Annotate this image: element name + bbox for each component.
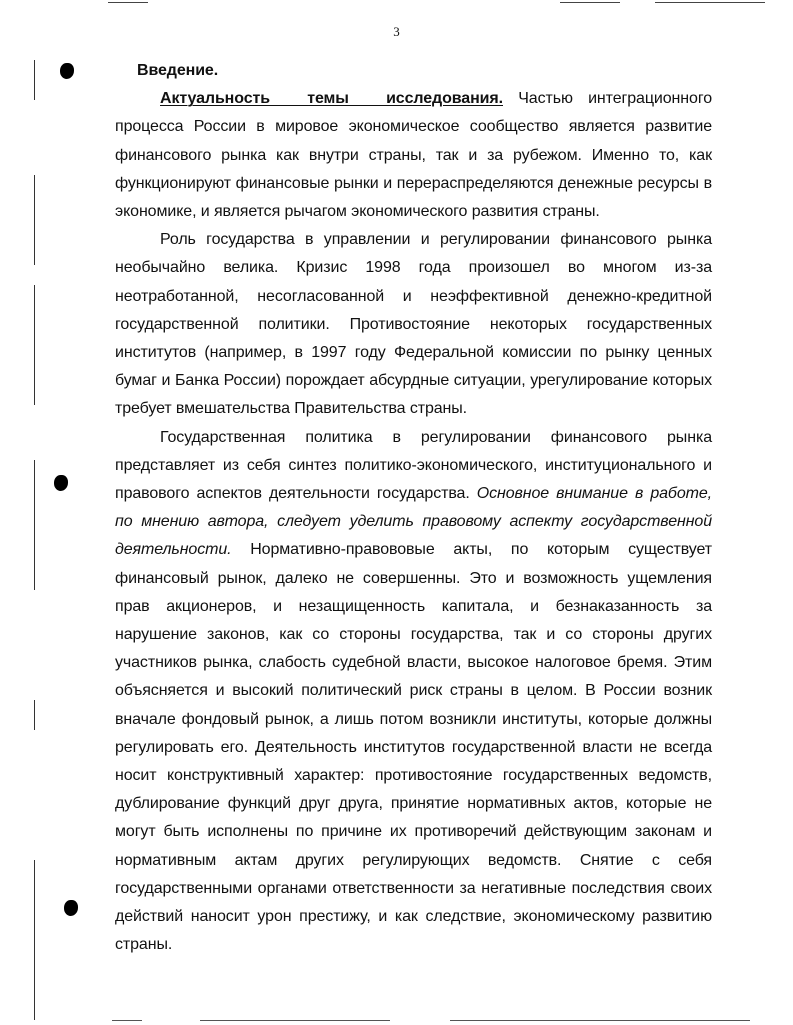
punch-hole-icon bbox=[64, 900, 78, 916]
scan-left-edge bbox=[34, 460, 35, 590]
paragraph-text: Частью интеграционного процесса России в мировое экономическое сообщество является развитие финансового рынка как внутри страны, так и за рубежом. Именно то, как функционируют финансовые рынки и перераспределяются денежные ресурсы в экономике, и является рычагом экономического развития страны. bbox=[115, 90, 712, 221]
section-heading: Введение. bbox=[137, 62, 219, 79]
scan-left-edge bbox=[34, 285, 35, 405]
scan-top-edge bbox=[655, 2, 765, 3]
paragraph-state-role bbox=[115, 226, 712, 423]
scan-left-edge bbox=[34, 60, 35, 100]
scan-top-edge bbox=[108, 2, 148, 3]
page-number: 3 bbox=[393, 24, 400, 39]
scan-bottom-edge bbox=[450, 1020, 750, 1021]
scan-top-edge bbox=[560, 2, 620, 3]
paragraph-text: Нормативно-правововые акты, по которым существует финансовый рынок, далеко не совершенны. Это и возможность ущемления прав акционеров, и незащищенность капитала, и безнаказанность за нарушение законов, как со стороны государства, так и со стороны других участников рынка, слабость судебной власти, высокое налоговое бремя. Этим объясняется и высокий политический риск страны в целом. В России возник вначале фондовый рынок, а лишь потом возникли институты, которые должны регулировать его. Деятельность институтов государственной власти не всегда носит конструктивный характер: противостояние государственных ведомств, дублирование функций друг друга, принятие нормативных актов, которые не могут быть исполнены по причине их противоречий действующим законам и нормативным актам других регулирующих ведомств. Снятие с себя государственными органами ответственности за негативные последствия своих действий наносит урон престижу, и как следствие, экономическому развитию страны. bbox=[115, 541, 712, 954]
scan-left-edge bbox=[34, 700, 35, 730]
relevance-label: Актуальность темы исследования. bbox=[160, 90, 503, 108]
author-emphasis: Основное внимание в работе, по мнению автора, следует уделить правовому аспекту государственной деятельности. bbox=[115, 485, 712, 559]
scan-left-edge bbox=[34, 860, 35, 1020]
scan-left-edge bbox=[34, 175, 35, 265]
body-text bbox=[115, 57, 712, 960]
paragraph-state-policy bbox=[115, 424, 712, 960]
paragraph-relevance bbox=[115, 85, 712, 226]
paragraph-text: Государственная политика в регулировании финансового рынка представляет из себя синтез политико-экономического, институционального и правового аспектов деятельности государства. bbox=[115, 428, 712, 503]
paragraph-text: Роль государства в управлении и регулировании финансового рынка необычайно велика. Кризис 1998 года произошел во многом из-за неотработанной, несогласованной и неэффективной денежно-кредитной государственной политики. Противостояние некоторых государственных институтов (например, в 1997 году Федеральной комиссии по рынку ценных бумаг и Банка России) порождает абсурдные ситуации, урегулирование которых требует вмешательства Правительства страны. bbox=[115, 231, 712, 418]
punch-hole-icon bbox=[60, 63, 74, 79]
scan-bottom-edge bbox=[200, 1020, 390, 1021]
scan-bottom-edge bbox=[112, 1020, 142, 1021]
punch-hole-icon bbox=[54, 475, 68, 491]
